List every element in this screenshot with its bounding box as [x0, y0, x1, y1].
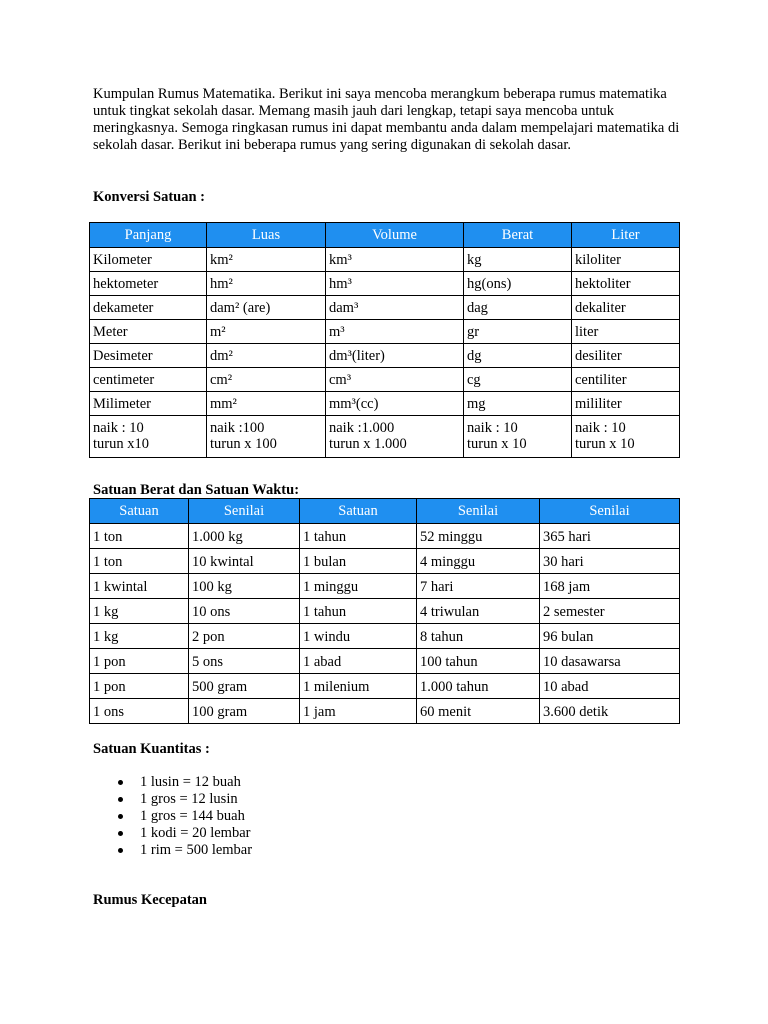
- table-cell: [326, 416, 464, 458]
- cell-line: naik : 10: [575, 420, 626, 436]
- column-header: Senilai: [540, 499, 680, 524]
- table-cell: 1.000 kg: [189, 524, 300, 549]
- table-cell: gr: [464, 320, 572, 344]
- table-cell: desiliter: [572, 344, 680, 368]
- table-cell: 2 pon: [189, 624, 300, 649]
- table-cell: dm³(liter): [326, 344, 464, 368]
- table-cell: dg: [464, 344, 572, 368]
- table-cell: 1 abad: [300, 649, 417, 674]
- table-row: [90, 344, 680, 368]
- table-cell: hm²: [207, 272, 326, 296]
- heading-satuan-berat-waktu: Satuan Berat dan Satuan Waktu:: [93, 482, 300, 498]
- table-cell: 1 pon: [90, 674, 189, 699]
- table-row: [90, 320, 680, 344]
- cell-line: turun x 10: [575, 436, 635, 452]
- table-cell: 60 menit: [417, 699, 540, 724]
- table-cell: 1 bulan: [300, 549, 417, 574]
- cell-line: turun x10: [93, 436, 149, 452]
- table-cell: [207, 416, 326, 458]
- table-cell: 100 tahun: [417, 649, 540, 674]
- table-cell: hektoliter: [572, 272, 680, 296]
- table-cell: 10 dasawarsa: [540, 649, 680, 674]
- table-cell: cg: [464, 368, 572, 392]
- cell-line: naik : 10: [93, 420, 144, 436]
- table-cell: 2 semester: [540, 599, 680, 624]
- table-cell: 10 abad: [540, 674, 680, 699]
- list-item: 1 gros = 144 buah: [93, 808, 252, 825]
- list-item: 1 kodi = 20 lembar: [93, 825, 252, 842]
- table-cell: 7 hari: [417, 574, 540, 599]
- cell-line: naik : 10: [467, 420, 518, 436]
- column-header: Volume: [326, 223, 464, 248]
- table-cell: hm³: [326, 272, 464, 296]
- table-cell: dag: [464, 296, 572, 320]
- table-row: [90, 599, 680, 624]
- table-cell: Desimeter: [90, 344, 207, 368]
- heading-rumus-kecepatan: Rumus Kecepatan: [93, 892, 207, 908]
- table-cell: liter: [572, 320, 680, 344]
- cell-line: naik :1.000: [329, 420, 395, 436]
- table-cell: 10 ons: [189, 599, 300, 624]
- table-cell: 1 kg: [90, 599, 189, 624]
- table-row: [90, 574, 680, 599]
- table-cell: 4 triwulan: [417, 599, 540, 624]
- table-cell: cm³: [326, 368, 464, 392]
- table-cell: 1 minggu: [300, 574, 417, 599]
- table-cell: hg(ons): [464, 272, 572, 296]
- intro-paragraph: Kumpulan Rumus Matematika. Berikut ini saya mencoba merangkum beberapa rumus matematika untuk tingkat sekolah dasar. Memang masih jauh dari lengkap, tetapi saya mencoba untuk meringkasnya. Semoga ringkasan rumus ini dapat membantu anda dalam mempelajari matematika di sekolah dasar. Berikut ini beberapa rumus yang sering digunakan di sekolah dasar.: [93, 86, 680, 153]
- table-cell: Kilometer: [90, 248, 207, 272]
- column-header: Senilai: [189, 499, 300, 524]
- konversi-satuan-table: [89, 222, 680, 458]
- table-cell: centiliter: [572, 368, 680, 392]
- table-row-conversion-rule: [90, 416, 680, 458]
- table-cell: 1 milenium: [300, 674, 417, 699]
- table-cell: 500 gram: [189, 674, 300, 699]
- table-header-row: [90, 499, 680, 524]
- table-cell: kiloliter: [572, 248, 680, 272]
- table-row: [90, 524, 680, 549]
- column-header: Panjang: [90, 223, 207, 248]
- kuantitas-list: [93, 774, 252, 859]
- table-row: [90, 699, 680, 724]
- column-header: Liter: [572, 223, 680, 248]
- table-row: [90, 649, 680, 674]
- table-cell: Meter: [90, 320, 207, 344]
- table-cell: 1 jam: [300, 699, 417, 724]
- list-item: 1 gros = 12 lusin: [93, 791, 252, 808]
- table-cell: centimeter: [90, 368, 207, 392]
- cell-line: naik :100: [210, 420, 265, 436]
- table-cell: 96 bulan: [540, 624, 680, 649]
- column-header: Berat: [464, 223, 572, 248]
- table-cell: 1 kwintal: [90, 574, 189, 599]
- table-cell: [572, 416, 680, 458]
- list-item: 1 lusin = 12 buah: [93, 774, 252, 791]
- table-cell: 365 hari: [540, 524, 680, 549]
- table-cell: mm²: [207, 392, 326, 416]
- column-header: Senilai: [417, 499, 540, 524]
- table-cell: 100 kg: [189, 574, 300, 599]
- table-cell: 5 ons: [189, 649, 300, 674]
- column-header: Satuan: [90, 499, 189, 524]
- table-cell: 3.600 detik: [540, 699, 680, 724]
- table-cell: kg: [464, 248, 572, 272]
- table-cell: km³: [326, 248, 464, 272]
- table-row: [90, 368, 680, 392]
- table-cell: cm²: [207, 368, 326, 392]
- table-cell: mm³(cc): [326, 392, 464, 416]
- cell-line: turun x 1.000: [329, 436, 407, 452]
- table-cell: 1 windu: [300, 624, 417, 649]
- table-cell: dam³: [326, 296, 464, 320]
- table-cell: Milimeter: [90, 392, 207, 416]
- column-header: Satuan: [300, 499, 417, 524]
- table-row: [90, 296, 680, 320]
- table-cell: 1.000 tahun: [417, 674, 540, 699]
- table-cell: m³: [326, 320, 464, 344]
- table-cell: 1 ons: [90, 699, 189, 724]
- table-cell: 10 kwintal: [189, 549, 300, 574]
- heading-konversi-satuan: Konversi Satuan :: [93, 189, 205, 205]
- cell-line: turun x 100: [210, 436, 277, 452]
- table-cell: 168 jam: [540, 574, 680, 599]
- table-row: [90, 549, 680, 574]
- table-cell: hektometer: [90, 272, 207, 296]
- table-row: [90, 272, 680, 296]
- table-cell: m²: [207, 320, 326, 344]
- table-cell: 1 ton: [90, 549, 189, 574]
- table-cell: km²: [207, 248, 326, 272]
- table-cell: 1 ton: [90, 524, 189, 549]
- column-header: Luas: [207, 223, 326, 248]
- table-row: [90, 624, 680, 649]
- cell-line: turun x 10: [467, 436, 527, 452]
- list-item: 1 rim = 500 lembar: [93, 842, 252, 859]
- table-cell: 1 kg: [90, 624, 189, 649]
- table-cell: mg: [464, 392, 572, 416]
- table-cell: mililiter: [572, 392, 680, 416]
- table-cell: 1 pon: [90, 649, 189, 674]
- table-header-row: [90, 223, 680, 248]
- table-row: [90, 392, 680, 416]
- table-cell: 8 tahun: [417, 624, 540, 649]
- table-cell: 30 hari: [540, 549, 680, 574]
- heading-satuan-kuantitas: Satuan Kuantitas :: [93, 741, 210, 757]
- table-cell: dekameter: [90, 296, 207, 320]
- table-cell: dekaliter: [572, 296, 680, 320]
- table-cell: [464, 416, 572, 458]
- table-cell: 100 gram: [189, 699, 300, 724]
- table-cell: dm²: [207, 344, 326, 368]
- table-row: [90, 248, 680, 272]
- table-cell: 4 minggu: [417, 549, 540, 574]
- table-cell: dam² (are): [207, 296, 326, 320]
- table-cell: 1 tahun: [300, 524, 417, 549]
- table-row: [90, 674, 680, 699]
- table-cell: 52 minggu: [417, 524, 540, 549]
- table-cell: [90, 416, 207, 458]
- satuan-berat-waktu-table: [89, 498, 680, 724]
- table-cell: 1 tahun: [300, 599, 417, 624]
